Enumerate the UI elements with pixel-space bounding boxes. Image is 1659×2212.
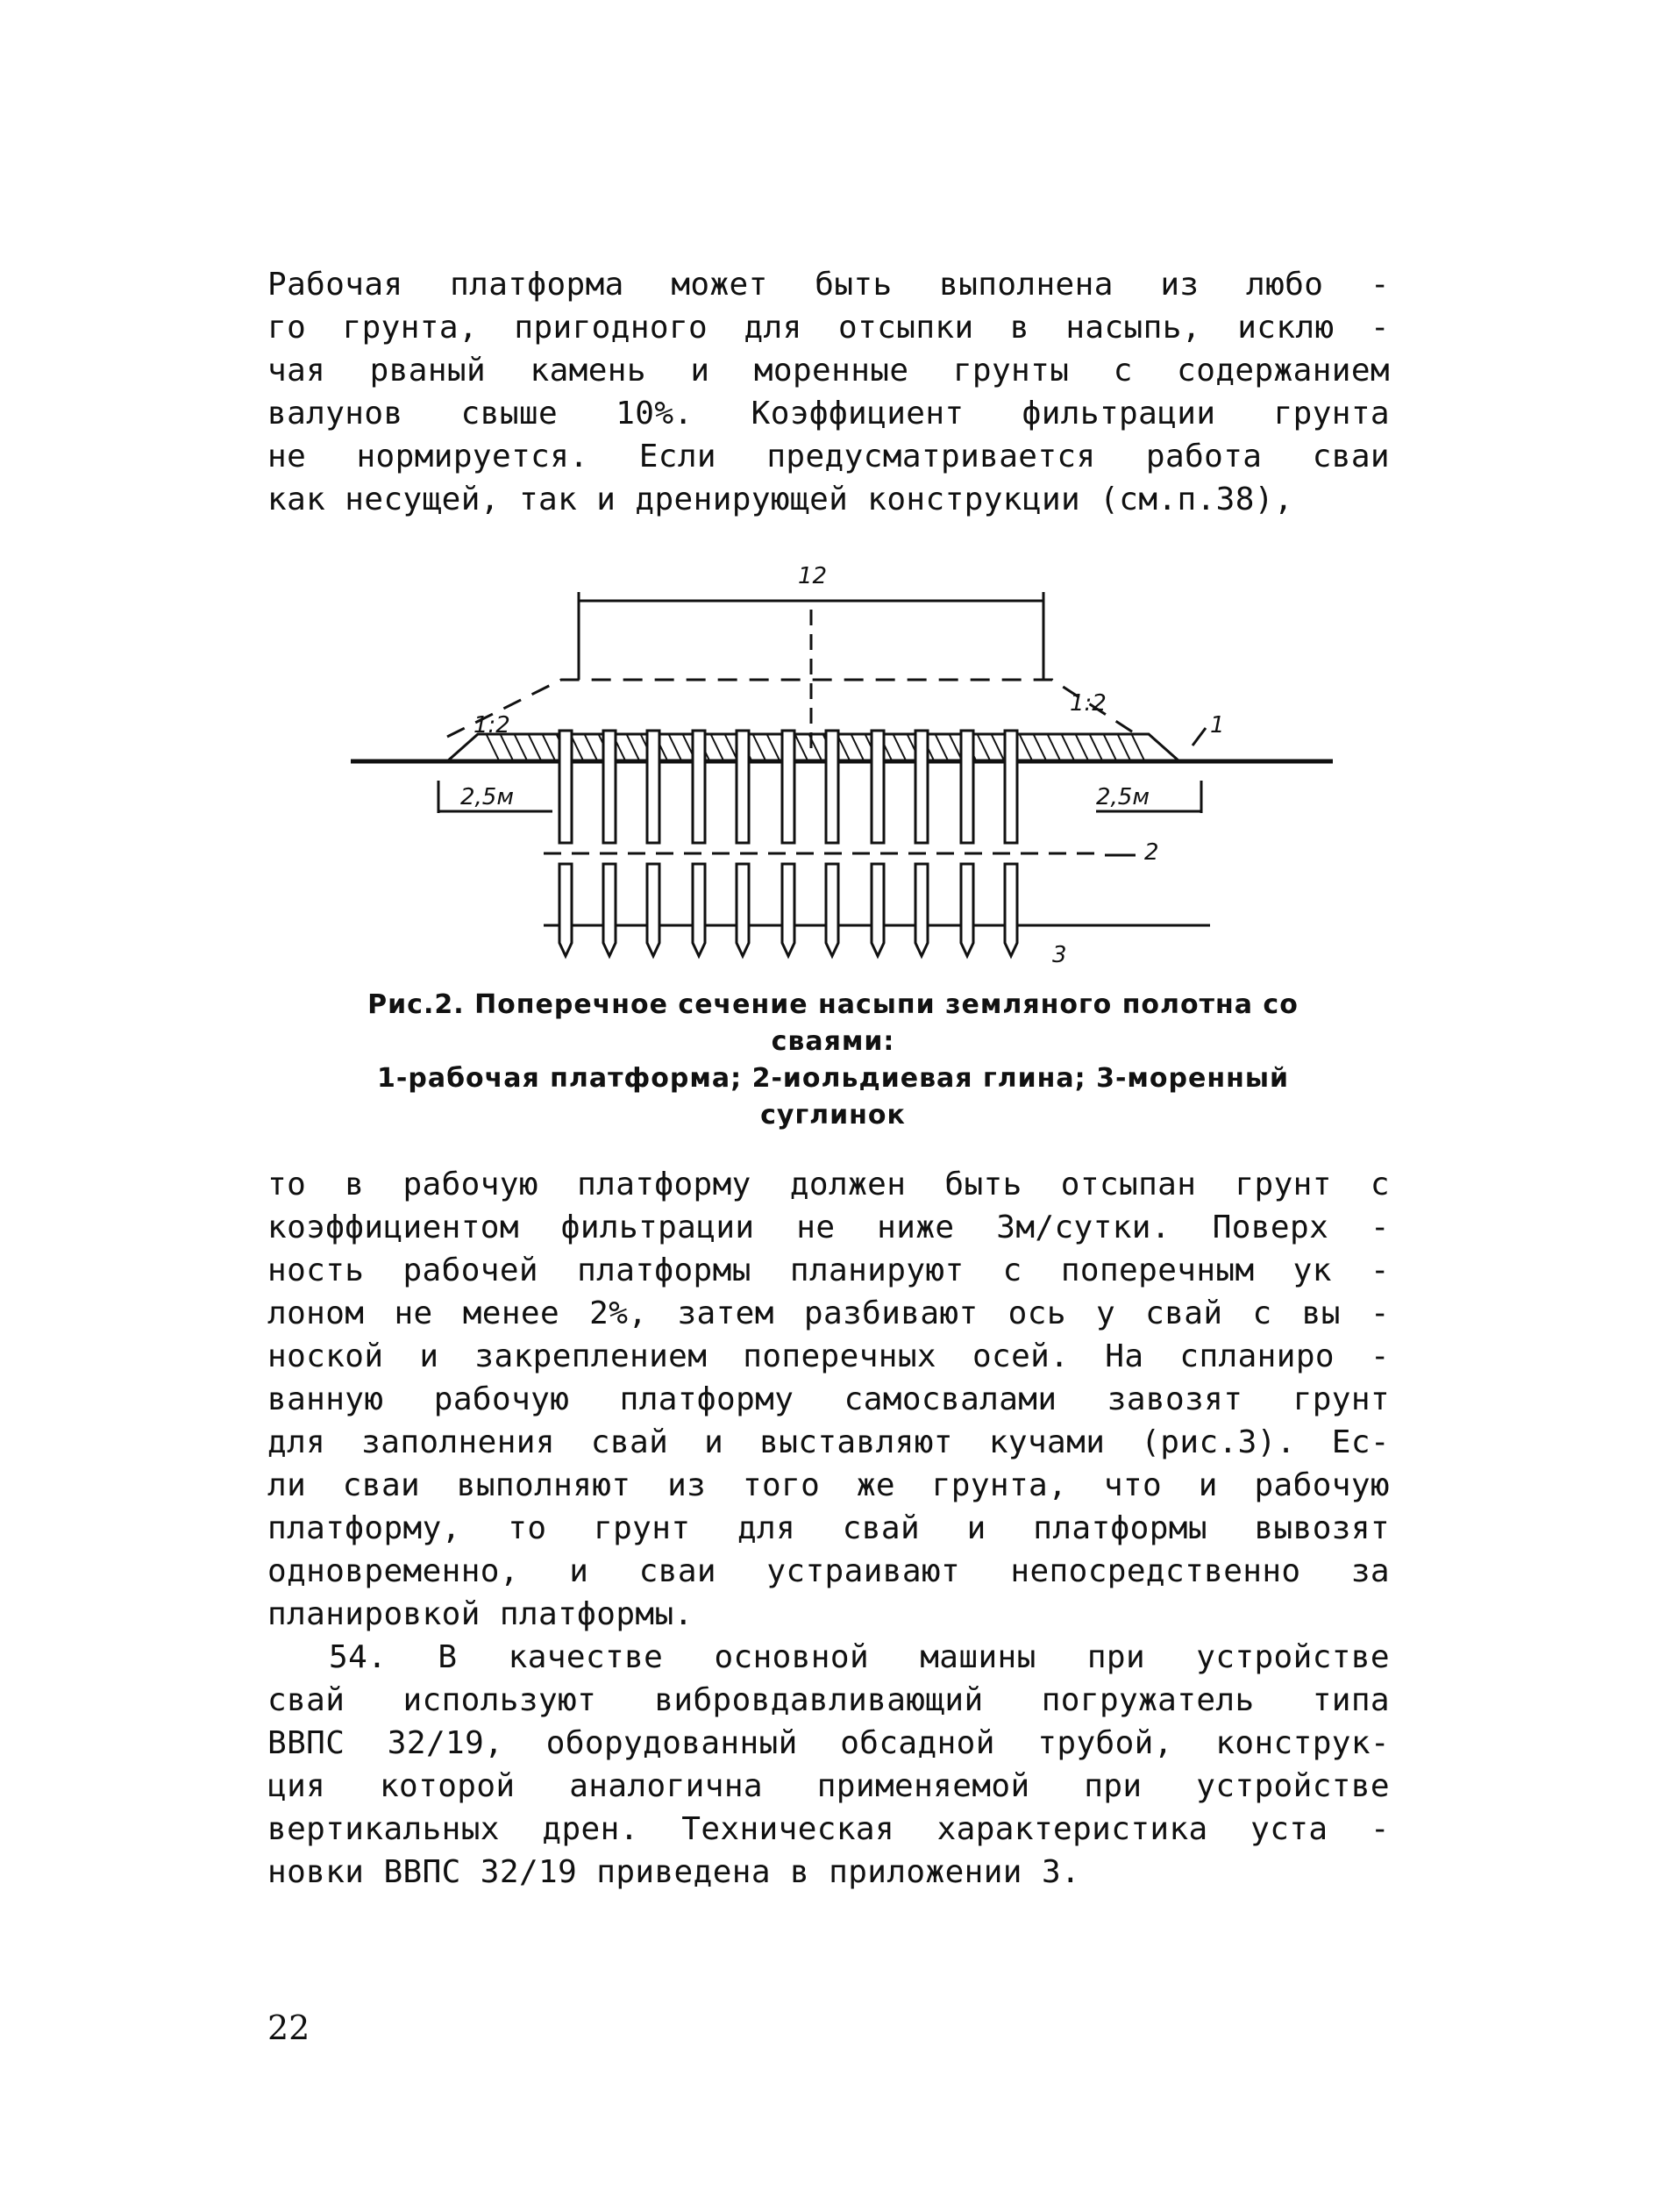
hatch-stroke <box>1090 735 1102 760</box>
caption-line: суглинок <box>760 1100 906 1131</box>
label-offset-left: 2,5м <box>460 784 514 810</box>
label-width: 12 <box>798 563 828 589</box>
hatch-stroke <box>1048 735 1060 760</box>
hatch-stroke <box>543 735 555 760</box>
pile-upper <box>559 731 572 843</box>
text-line: вертикальных дрен. Техническая характеристика уста - <box>267 1811 1390 1847</box>
embankment-outline <box>447 680 1140 737</box>
pile-upper <box>1005 731 1017 843</box>
text-line: ность рабочей платформы планируют с поперечным ук - <box>267 1252 1390 1288</box>
leader-1 <box>1193 728 1206 746</box>
hatch-stroke <box>669 735 681 760</box>
text-line: планировкой платформы. <box>267 1596 694 1632</box>
text-line: ноской и закреплением поперечных осей. На спланиро - <box>267 1338 1390 1374</box>
hatch-stroke <box>1132 735 1144 760</box>
label-offset-right: 2,5м <box>1096 784 1150 810</box>
pile-lower <box>603 864 616 956</box>
pile-upper <box>826 731 838 843</box>
piles-group <box>559 731 1017 956</box>
platform-hatching <box>487 735 1144 760</box>
hatch-stroke <box>1062 735 1074 760</box>
figure-caption <box>263 987 1403 1134</box>
hatch-stroke <box>501 735 513 760</box>
hatch-stroke <box>1076 735 1088 760</box>
text-line: ция которой аналогична применяемой при устройстве <box>267 1768 1390 1804</box>
pile-upper <box>782 731 794 843</box>
text-line: ванную рабочую платформу самосвалами завозят грунт <box>267 1381 1390 1417</box>
pile-lower <box>915 864 928 956</box>
text-line: новки ВВПС 32/19 приведена в приложении 3. <box>267 1854 1081 1890</box>
text-line: как несущей, так и дренирующей конструкции (см.п.38), <box>267 482 1293 517</box>
pile-upper <box>961 731 973 843</box>
text-line: Рабочая платформа может быть выполнена из любо - <box>267 267 1390 303</box>
cross-section-figure <box>333 557 1350 995</box>
hatch-stroke <box>894 735 906 760</box>
label-slope-right: 1:2 <box>1070 690 1107 717</box>
pile-upper <box>737 731 749 843</box>
caption-line: Рис.2. Поперечное сечение насыпи земляного полотна со <box>367 989 1299 1020</box>
label-marker-1: 1 <box>1210 712 1225 739</box>
text-line: платформу, то грунт для свай и платформы вывозят <box>267 1510 1390 1546</box>
hatch-stroke <box>515 735 527 760</box>
text-line: ВВПС 32/19, оборудованный обсадной трубой, конструк- <box>267 1725 1390 1761</box>
hatch-stroke <box>978 735 990 760</box>
pile-lower <box>737 864 749 956</box>
hatch-stroke <box>767 735 780 760</box>
label-slope-left: 1:2 <box>473 712 510 739</box>
pile-upper <box>872 731 884 843</box>
hatch-stroke <box>1034 735 1046 760</box>
text-line: не нормируется. Если предусматривается работа сваи <box>267 439 1390 475</box>
text-line: ли сваи выполняют из того же грунта, что и рабочую <box>267 1467 1390 1503</box>
pile-lower <box>961 864 973 956</box>
hatch-stroke <box>753 735 765 760</box>
text-line: чая рваный камень и моренные грунты с содержанием <box>267 353 1390 389</box>
hatch-stroke <box>529 735 541 760</box>
pile-lower <box>782 864 794 956</box>
caption-line: сваями: <box>771 1026 895 1057</box>
hatch-stroke <box>711 735 723 760</box>
pile-lower <box>872 864 884 956</box>
caption-line: 1-рабочая платформа; 2-иольдиевая глина; 3-моренный <box>377 1063 1289 1094</box>
hatch-stroke <box>795 735 808 760</box>
pile-upper <box>915 731 928 843</box>
label-marker-2: 2 <box>1144 839 1159 866</box>
text-line: одновременно, и сваи устраивают непосредственно за <box>267 1553 1390 1589</box>
text-line: 54. В качестве основной машины при устройстве <box>329 1639 1390 1675</box>
hatch-stroke <box>936 735 948 760</box>
pile-lower <box>559 864 572 956</box>
page-number: 22 <box>267 2009 310 2047</box>
pile-upper <box>693 731 705 843</box>
hatch-stroke <box>1118 735 1130 760</box>
pile-lower <box>693 864 705 956</box>
text-line: валунов свыше 10%. Коэффициент фильтрации грунта <box>267 396 1390 432</box>
pile-lower <box>826 864 838 956</box>
hatch-stroke <box>992 735 1004 760</box>
working-platform <box>447 734 1179 761</box>
text-line: для заполнения свай и выставляют кучами (рис.3). Ес- <box>267 1424 1390 1460</box>
text-line: лоном не менее 2%, затем разбивают ось у свай с вы - <box>267 1295 1390 1331</box>
label-marker-3: 3 <box>1052 942 1067 968</box>
pile-lower <box>647 864 659 956</box>
text-line: то в рабочую платформу должен быть отсыпан грунт с <box>267 1167 1390 1202</box>
paragraph-bottom <box>267 1163 1390 1894</box>
text-line: коэффициентом фильтрации не ниже 3м/сутки. Поверх - <box>267 1209 1390 1245</box>
paragraph-top <box>267 263 1390 521</box>
cross-section-diagram <box>333 557 1350 995</box>
pile-upper <box>603 731 616 843</box>
hatch-stroke <box>1104 735 1116 760</box>
hatch-stroke <box>487 735 499 760</box>
hatch-stroke <box>851 735 864 760</box>
text-line: го грунта, пригодного для отсыпки в насыпь, исклю - <box>267 310 1390 346</box>
pile-upper <box>647 731 659 843</box>
pile-lower <box>1005 864 1017 956</box>
hatch-stroke <box>627 735 639 760</box>
hatch-stroke <box>585 735 597 760</box>
text-line: свай используют вибровдавливающий погружатель типа <box>267 1682 1390 1718</box>
hatch-stroke <box>1020 735 1032 760</box>
